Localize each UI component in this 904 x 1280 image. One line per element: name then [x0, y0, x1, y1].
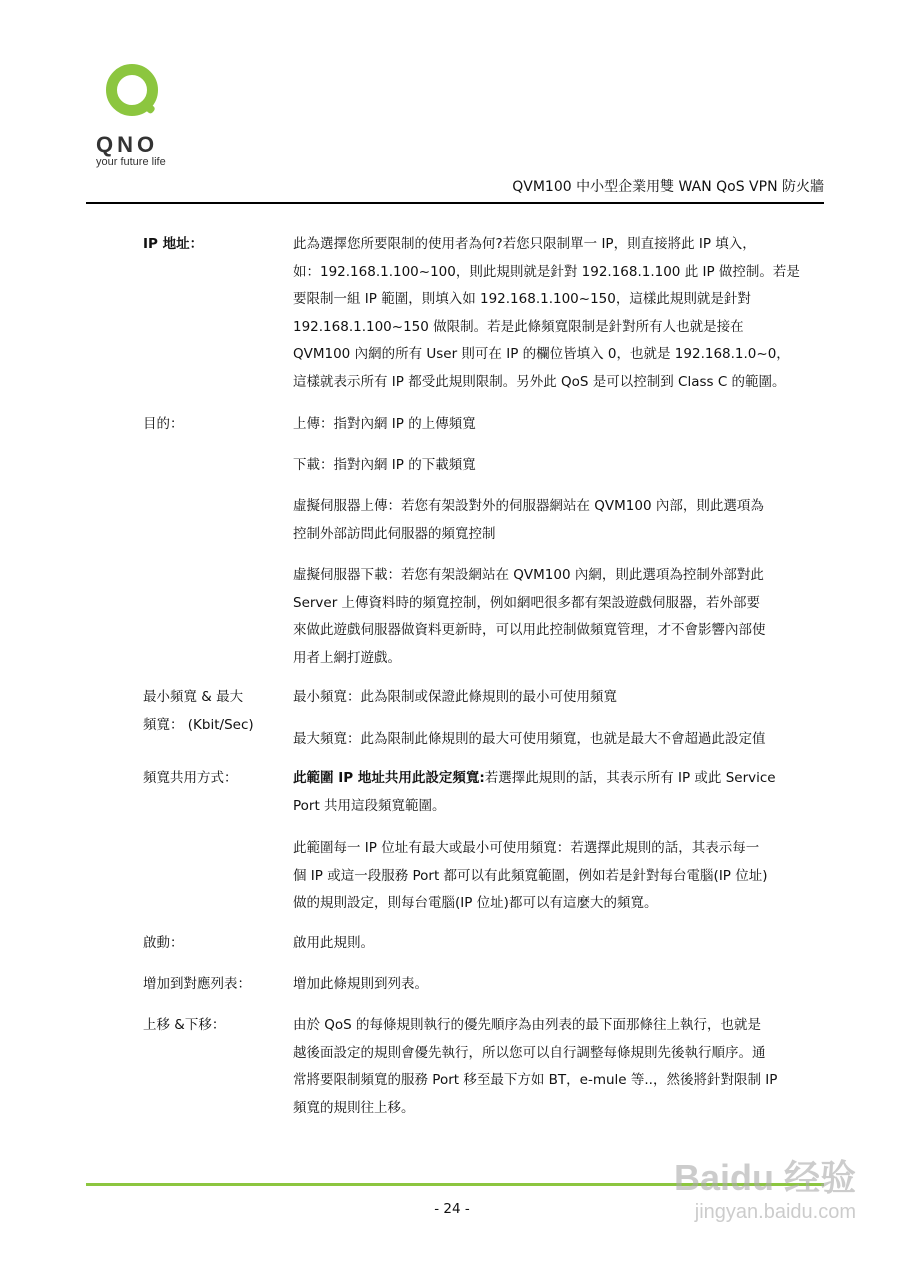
add-description [293, 971, 823, 999]
label-line: 最小頻寬 & 最大 [143, 689, 244, 705]
text-line: 192.168.1.100~150 做限制。若是此條頻寬限制是針對所有人也就是接在 [293, 318, 744, 335]
bold-term: 此範圍 IP 地址共用此設定頻寬: [293, 770, 485, 786]
text-line: QVM100 內網的所有 User 則可在 IP 的欄位皆填入 0，也就是 192.168.1.0~0， [293, 346, 790, 362]
text-line: 要限制一組 IP 範圍，則填入如 192.168.1.100~150，這樣此規則就是針對 [293, 291, 751, 307]
text-line: 由於 QoS 的每條規則執行的優先順序為由列表的最下面那條往上執行，也就是 [293, 1017, 762, 1033]
text-line: 常將要限制頻寬的服務 Port 移至最下方如 BT，e-mule 等..，然後將針對限制 IP [293, 1072, 778, 1088]
purpose-vs-download [293, 562, 823, 672]
text-line: 最大頻寬：此為限制此條規則的最大可使用頻寬，也就是最大不會超過此設定值 [293, 731, 766, 747]
text-span: 若選擇此規則的話，其表示所有 IP 或此 Service [484, 770, 776, 786]
text-line: 控制外部訪問此伺服器的頻寬控制 [293, 525, 496, 542]
label-enable: 啟動： [143, 935, 184, 951]
qno-logo [92, 60, 192, 170]
move-description [293, 1012, 823, 1122]
text-line: 虛擬伺服器上傳：若您有架設對外的伺服器網站在 QVM100 內部，則此選項為 [293, 498, 764, 514]
bandwidth-min [293, 684, 823, 712]
purpose-vs-upload [293, 493, 823, 548]
text-line: 來做此遊戲伺服器做資料更新時，可以用此控制做頻寬管理，才不會影響內部使 [293, 622, 766, 638]
watermark-line: jingyan.baidu.com [694, 1201, 856, 1223]
label-bandwidth [143, 684, 254, 739]
logo-word: QNO [96, 132, 159, 157]
text-line: 上傳：指對內網 IP 的上傳頻寬 [293, 416, 476, 432]
watermark-line: Baidu 经验 [673, 1157, 856, 1198]
label-purpose: 目的： [143, 416, 184, 432]
text-line: 用者上網打遊戲。 [293, 649, 401, 666]
enable-description [293, 930, 823, 958]
label-line: 頻寬： (Kbit/Sec) [143, 716, 254, 733]
text-line: 下載：指對內網 IP 的下載頻寬 [293, 457, 476, 473]
purpose-download [293, 452, 823, 480]
label-add: 增加到對應列表： [143, 976, 251, 992]
text-line: 個 IP 或這一段服務 Port 都可以有此頻寬範圍，例如若是針對每台電腦(IP 位址) [293, 867, 768, 884]
bandwidth-max [293, 726, 823, 754]
logo-q-mark [106, 64, 158, 116]
text-line: Port 共用這段頻寬範圍。 [293, 797, 446, 814]
text-line: 虛擬伺服器下載：若您有架設網站在 QVM100 內網，則此選項為控制外部對此 [293, 567, 764, 583]
text-line: 此為選擇您所要限制的使用者為何?若您只限制單一 IP，則直接將此 IP 填入， [293, 236, 756, 252]
text-line: 這樣就表示所有 IP 都受此規則限制。另外此 QoS 是可以控制到 Class C 的範圍。 [293, 373, 786, 390]
text-line: Server 上傳資料時的頻寬控制，例如網吧很多都有架設遊戲伺服器，若外部要 [293, 594, 761, 611]
logo-tagline: your future life [96, 156, 166, 168]
text-line: 越後面設定的規則會優先執行，所以您可以自行調整每條規則先後執行順序。通 [293, 1044, 766, 1061]
text-line: 如：192.168.1.100~100，則此規則就是針對 192.168.1.100 此 IP 做控制。若是 [293, 263, 800, 280]
label-move: 上移 &下移： [143, 1017, 226, 1033]
ip-description [293, 231, 823, 396]
text-line: 最小頻寬：此為限制或保證此條規則的最小可使用頻寬 [293, 689, 617, 705]
purpose-upload [293, 411, 823, 439]
header-divider [86, 202, 824, 204]
sharing-shared [293, 765, 823, 820]
baidu-watermark [674, 1150, 856, 1224]
page-number: - 24 - [434, 1201, 470, 1217]
text-line: 啟用此規則。 [293, 935, 374, 951]
text-line [293, 765, 823, 793]
text-line: 此範圍每一 IP 位址有最大或最小可使用頻寬：若選擇此規則的話，其表示每一 [293, 840, 760, 856]
text-line: 頻寬的規則往上移。 [293, 1099, 415, 1116]
sharing-each [293, 835, 823, 918]
text-line: 做的規則設定，則每台電腦(IP 位址)都可以有這麼大的頻寬。 [293, 895, 658, 911]
label-sharing: 頻寬共用方式： [143, 770, 238, 786]
text-line: 增加此條規則到列表。 [293, 976, 428, 992]
header-title: QVM100 中小型企業用雙 WAN QoS VPN 防火牆 [512, 179, 824, 195]
label-ip: IP 地址： [143, 236, 204, 252]
